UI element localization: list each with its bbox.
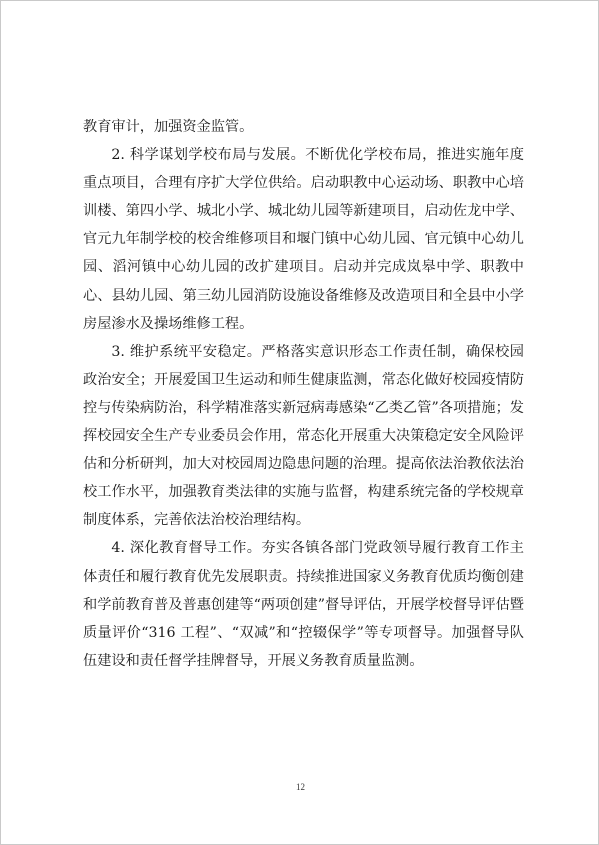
document-body — [83, 113, 524, 675]
paragraph-0: 教育审计，加强资金监管。 — [83, 119, 254, 135]
paragraph-education-supervision: 4. 深化教育督导工作。夯实各镇各部门党政领导履行教育工作主体责任和履行教育优先发展职责。持续推进国家义务教育优质均衡创建和学前教育普及普惠创建等“两项创建”督导评估，开展学校督导评估暨质量评价“316 工程”、“双减”和“控辍保学”等专项督导。加强督导队伍建设和责任督学挂牌督导，开展义务教育质量监测。 — [83, 540, 524, 669]
page-number: 12 — [296, 782, 305, 792]
paragraph-system-safety: 3. 维护系统平安稳定。严格落实意识形态工作责任制，确保校园政治安全；开展爱国卫生运动和师生健康监测，常态化做好校园疫情防控与传染病防治，科学精准落实新冠病毒感染“乙类乙管”各项措施；发挥校园安全生产专业委员会作用，常态化开展重大决策稳定安全风险评估和分析研判，加大对校园周边隐患问题的治理。提高依法治教依法治校工作水平，加强教育类法律的实施与监督，构建系统完备的学校规章制度体系，完善依法治校治理结构。 — [83, 343, 524, 529]
paragraph-school-layout: 2. 科学谋划学校布局与发展。不断优化学校布局，推进实施年度重点项目，合理有序扩大学位供给。启动职教中心运动场、职教中心培训楼、第四小学、城北小学、城北幼儿园等新建项目，启动佐龙中学、官元九年制学校的校舍维修项目和堰门镇中心幼儿园、官元镇中心幼儿园、滔河镇中心幼儿园的改扩建项目。启动并完成岚皋中学、职教中心、县幼儿园、第三幼儿园消防设施设备维修及改造项目和全县中小学房屋渗水及操场维修工程。 — [83, 147, 524, 332]
